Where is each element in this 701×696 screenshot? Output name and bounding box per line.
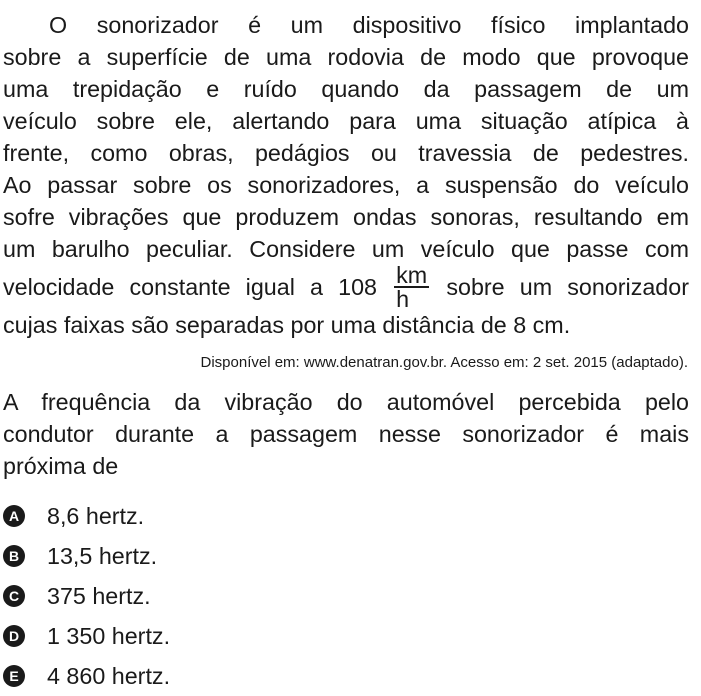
question-line: condutor durante a passagem nesse sonorizador é mais bbox=[3, 421, 689, 447]
option-letter-badge: C bbox=[3, 585, 25, 607]
question-text bbox=[3, 386, 689, 482]
passage-line: Ao passar sobre os sonorizadores, a suspensão do veículo bbox=[3, 172, 689, 198]
passage-line: sobre a superfície de uma rodovia de modo que provoque bbox=[3, 44, 689, 70]
question-line: A frequência da vibração do automóvel percebida pelo bbox=[3, 389, 689, 415]
option-d[interactable] bbox=[3, 616, 403, 656]
passage-line: sofre vibrações que produzem ondas sonoras, resultando em bbox=[3, 204, 689, 230]
fraction-denominator: h bbox=[396, 285, 410, 312]
option-letter-badge: E bbox=[3, 665, 25, 687]
passage-line: frente, como obras, pedágios ou travessia de pedestres. bbox=[3, 140, 689, 166]
option-text: 8,6 hertz. bbox=[47, 503, 145, 529]
speed-text-after: sobre um sonorizador bbox=[446, 274, 689, 300]
speed-text-before: velocidade constante igual a 108 bbox=[3, 274, 377, 300]
option-letter-badge: A bbox=[3, 505, 25, 527]
option-letter-badge: D bbox=[3, 625, 25, 647]
passage-line-speed bbox=[3, 261, 689, 312]
option-text: 1 350 hertz. bbox=[47, 623, 171, 649]
speed-unit-fraction bbox=[394, 261, 429, 312]
option-text: 13,5 hertz. bbox=[47, 543, 158, 569]
passage-text bbox=[3, 9, 689, 341]
passage-line: uma trepidação e ruído quando da passagem de um bbox=[3, 76, 689, 102]
source-citation: Disponível em: www.denatran.gov.br. Acesso em: 2 set. 2015 (adaptado). bbox=[200, 354, 688, 371]
answer-options bbox=[3, 496, 403, 696]
option-b[interactable] bbox=[3, 536, 403, 576]
question-line: próxima de bbox=[3, 453, 119, 479]
passage-line: veículo sobre ele, alertando para uma situação atípica à bbox=[3, 108, 689, 134]
option-text: 4 860 hertz. bbox=[47, 663, 171, 689]
passage-line: um barulho peculiar. Considere um veículo que passe com bbox=[3, 236, 689, 262]
option-a[interactable] bbox=[3, 496, 403, 536]
option-e[interactable] bbox=[3, 656, 403, 696]
fraction-numerator: km bbox=[396, 261, 428, 288]
option-text: 375 hertz. bbox=[47, 583, 151, 609]
option-letter-badge: B bbox=[3, 545, 25, 567]
passage-line: O sonorizador é um dispositivo físico implantado bbox=[49, 12, 689, 38]
option-c[interactable] bbox=[3, 576, 403, 616]
passage-line: cujas faixas são separadas por uma distância de 8 cm. bbox=[3, 312, 571, 338]
